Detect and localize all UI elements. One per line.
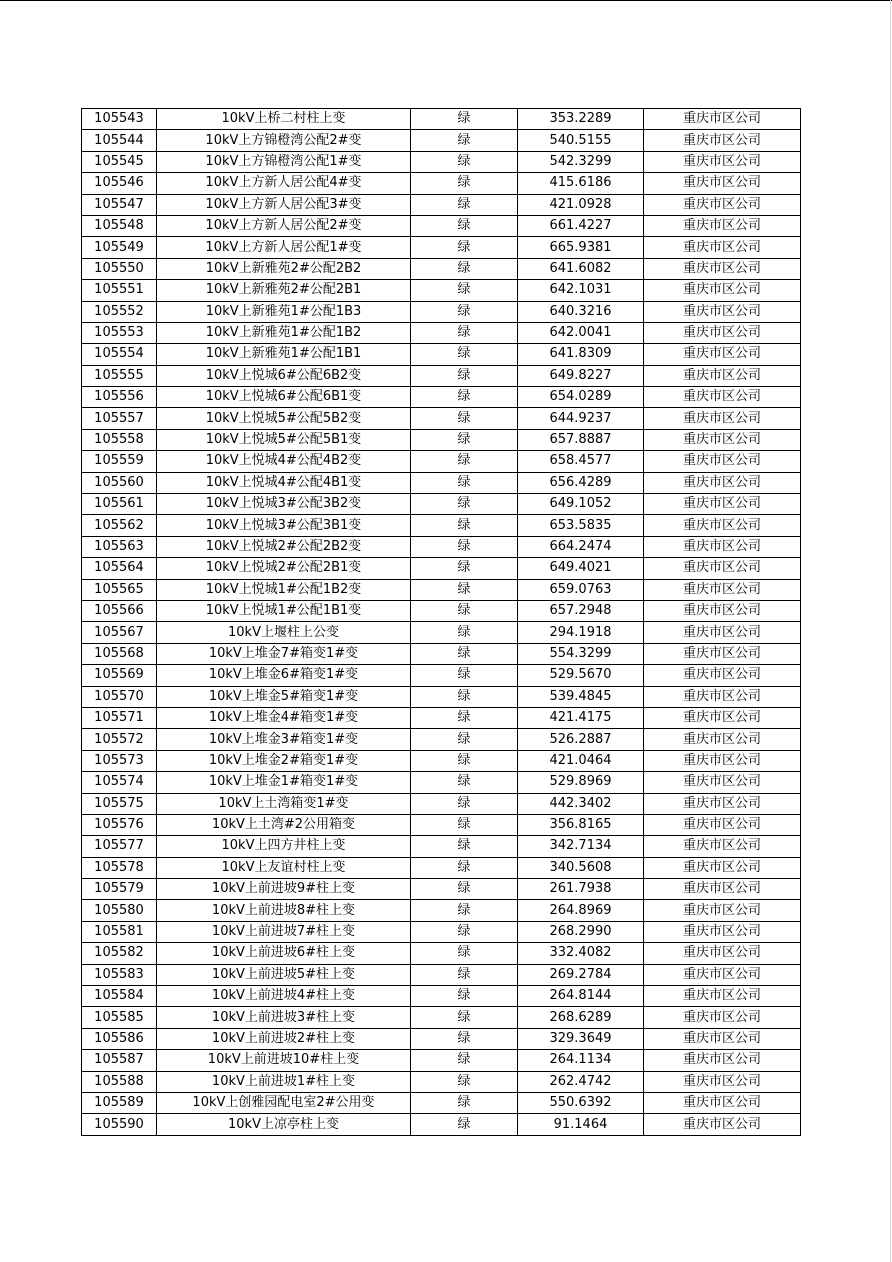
cell-unit: 重庆市区公司: [644, 215, 801, 236]
cell-name: 10kV上土湾箱变1#变: [157, 793, 411, 814]
cell-type: 绿: [411, 494, 518, 515]
cell-type: 绿: [411, 280, 518, 301]
cell-type: 绿: [411, 429, 518, 450]
cell-unit: 重庆市区公司: [644, 750, 801, 771]
cell-type: 绿: [411, 151, 518, 172]
cell-value: 268.6289: [518, 1007, 644, 1028]
table-row: [82, 900, 801, 921]
cell-name: 10kV上方新人居公配4#变: [157, 173, 411, 194]
cell-id: 105548: [82, 215, 157, 236]
cell-value: 264.8144: [518, 986, 644, 1007]
page-right-border: [890, 0, 891, 1262]
table-row: [82, 836, 801, 857]
table-row: [82, 558, 801, 579]
cell-type: 绿: [411, 1028, 518, 1049]
cell-name: 10kV上堆金6#箱变1#变: [157, 665, 411, 686]
cell-value: 539.4845: [518, 686, 644, 707]
cell-unit: 重庆市区公司: [644, 536, 801, 557]
cell-id: 105566: [82, 600, 157, 621]
data-table: [81, 108, 801, 1136]
table-row: [82, 943, 801, 964]
table-body: [82, 109, 801, 1136]
cell-value: 657.8887: [518, 429, 644, 450]
cell-id: 105573: [82, 750, 157, 771]
cell-type: 绿: [411, 772, 518, 793]
cell-type: 绿: [411, 1114, 518, 1135]
cell-type: 绿: [411, 964, 518, 985]
cell-type: 绿: [411, 173, 518, 194]
cell-unit: 重庆市区公司: [644, 365, 801, 386]
cell-unit: 重庆市区公司: [644, 1071, 801, 1092]
cell-value: 332.4082: [518, 943, 644, 964]
cell-name: 10kV上桥二村柱上变: [157, 109, 411, 130]
cell-type: 绿: [411, 109, 518, 130]
cell-type: 绿: [411, 986, 518, 1007]
cell-unit: 重庆市区公司: [644, 344, 801, 365]
cell-name: 10kV上前进坡8#柱上变: [157, 900, 411, 921]
cell-type: 绿: [411, 344, 518, 365]
cell-name: 10kV上前进坡1#柱上变: [157, 1071, 411, 1092]
cell-unit: 重庆市区公司: [644, 665, 801, 686]
cell-name: 10kV上堰柱上公变: [157, 622, 411, 643]
table-row: [82, 536, 801, 557]
table-row: [82, 986, 801, 1007]
cell-unit: 重庆市区公司: [644, 793, 801, 814]
cell-id: 105547: [82, 194, 157, 215]
cell-value: 264.8969: [518, 900, 644, 921]
cell-value: 421.4175: [518, 707, 644, 728]
table-row: [82, 1114, 801, 1135]
cell-name: 10kV上前进坡7#柱上变: [157, 921, 411, 942]
cell-name: 10kV上四方井柱上变: [157, 836, 411, 857]
table-row: [82, 622, 801, 643]
table-row: [82, 322, 801, 343]
cell-type: 绿: [411, 750, 518, 771]
cell-unit: 重庆市区公司: [644, 429, 801, 450]
cell-id: 105543: [82, 109, 157, 130]
cell-id: 105545: [82, 151, 157, 172]
table-row: [82, 921, 801, 942]
cell-type: 绿: [411, 322, 518, 343]
cell-id: 105569: [82, 665, 157, 686]
cell-value: 657.2948: [518, 600, 644, 621]
cell-type: 绿: [411, 857, 518, 878]
cell-id: 105574: [82, 772, 157, 793]
cell-type: 绿: [411, 365, 518, 386]
cell-id: 105587: [82, 1050, 157, 1071]
table-row: [82, 344, 801, 365]
table-row: [82, 237, 801, 258]
cell-value: 640.3216: [518, 301, 644, 322]
cell-type: 绿: [411, 579, 518, 600]
cell-name: 10kV上方锦橙湾公配2#变: [157, 130, 411, 151]
cell-id: 105577: [82, 836, 157, 857]
table-row: [82, 280, 801, 301]
cell-unit: 重庆市区公司: [644, 1114, 801, 1135]
cell-name: 10kV上方新人居公配3#变: [157, 194, 411, 215]
cell-name: 10kV上土湾#2公用箱变: [157, 814, 411, 835]
cell-id: 105584: [82, 986, 157, 1007]
cell-name: 10kV上前进坡6#柱上变: [157, 943, 411, 964]
cell-unit: 重庆市区公司: [644, 280, 801, 301]
cell-value: 554.3299: [518, 643, 644, 664]
cell-unit: 重庆市区公司: [644, 814, 801, 835]
cell-value: 649.1052: [518, 494, 644, 515]
cell-type: 绿: [411, 194, 518, 215]
table-row: [82, 130, 801, 151]
cell-id: 105576: [82, 814, 157, 835]
cell-type: 绿: [411, 921, 518, 942]
cell-unit: 重庆市区公司: [644, 387, 801, 408]
cell-type: 绿: [411, 793, 518, 814]
cell-id: 105565: [82, 579, 157, 600]
cell-value: 542.3299: [518, 151, 644, 172]
table-row: [82, 515, 801, 536]
cell-name: 10kV上悦城4#公配4B1变: [157, 472, 411, 493]
cell-unit: 重庆市区公司: [644, 515, 801, 536]
table-row: [82, 429, 801, 450]
table-row: [82, 194, 801, 215]
cell-name: 10kV上前进坡2#柱上变: [157, 1028, 411, 1049]
cell-unit: 重庆市区公司: [644, 451, 801, 472]
cell-value: 329.3649: [518, 1028, 644, 1049]
cell-unit: 重庆市区公司: [644, 1092, 801, 1113]
cell-value: 415.6186: [518, 173, 644, 194]
cell-unit: 重庆市区公司: [644, 686, 801, 707]
cell-unit: 重庆市区公司: [644, 109, 801, 130]
cell-name: 10kV上方锦橙湾公配1#变: [157, 151, 411, 172]
cell-name: 10kV上悦城1#公配1B2变: [157, 579, 411, 600]
cell-value: 529.5670: [518, 665, 644, 686]
cell-id: 105544: [82, 130, 157, 151]
cell-unit: 重庆市区公司: [644, 643, 801, 664]
cell-id: 105554: [82, 344, 157, 365]
cell-type: 绿: [411, 215, 518, 236]
cell-unit: 重庆市区公司: [644, 879, 801, 900]
cell-unit: 重庆市区公司: [644, 472, 801, 493]
cell-id: 105550: [82, 258, 157, 279]
cell-value: 342.7134: [518, 836, 644, 857]
cell-value: 658.4577: [518, 451, 644, 472]
cell-value: 262.4742: [518, 1071, 644, 1092]
table-row: [82, 494, 801, 515]
cell-name: 10kV上堆金1#箱变1#变: [157, 772, 411, 793]
cell-type: 绿: [411, 387, 518, 408]
cell-unit: 重庆市区公司: [644, 921, 801, 942]
cell-id: 105586: [82, 1028, 157, 1049]
cell-value: 653.5835: [518, 515, 644, 536]
cell-name: 10kV上新雅苑2#公配2B2: [157, 258, 411, 279]
cell-id: 105564: [82, 558, 157, 579]
cell-type: 绿: [411, 814, 518, 835]
table-row: [82, 879, 801, 900]
cell-name: 10kV上新雅苑2#公配2B1: [157, 280, 411, 301]
cell-value: 642.0041: [518, 322, 644, 343]
cell-value: 529.8969: [518, 772, 644, 793]
cell-type: 绿: [411, 301, 518, 322]
cell-unit: 重庆市区公司: [644, 301, 801, 322]
cell-name: 10kV上凉亭柱上变: [157, 1114, 411, 1135]
cell-name: 10kV上悦城2#公配2B1变: [157, 558, 411, 579]
cell-unit: 重庆市区公司: [644, 194, 801, 215]
table-row: [82, 1092, 801, 1113]
cell-unit: 重庆市区公司: [644, 322, 801, 343]
cell-type: 绿: [411, 729, 518, 750]
cell-name: 10kV上堆金3#箱变1#变: [157, 729, 411, 750]
table-row: [82, 109, 801, 130]
cell-id: 105560: [82, 472, 157, 493]
table-row: [82, 451, 801, 472]
cell-value: 264.1134: [518, 1050, 644, 1071]
cell-value: 442.3402: [518, 793, 644, 814]
cell-type: 绿: [411, 515, 518, 536]
cell-id: 105563: [82, 536, 157, 557]
cell-unit: 重庆市区公司: [644, 258, 801, 279]
cell-name: 10kV上悦城6#公配6B1变: [157, 387, 411, 408]
cell-value: 91.1464: [518, 1114, 644, 1135]
table-row: [82, 1071, 801, 1092]
cell-value: 649.8227: [518, 365, 644, 386]
table-row: [82, 793, 801, 814]
cell-type: 绿: [411, 622, 518, 643]
cell-type: 绿: [411, 900, 518, 921]
cell-value: 644.9237: [518, 408, 644, 429]
cell-value: 649.4021: [518, 558, 644, 579]
cell-value: 665.9381: [518, 237, 644, 258]
cell-id: 105562: [82, 515, 157, 536]
cell-value: 641.6082: [518, 258, 644, 279]
cell-name: 10kV上方新人居公配2#变: [157, 215, 411, 236]
cell-type: 绿: [411, 943, 518, 964]
cell-unit: 重庆市区公司: [644, 986, 801, 1007]
cell-id: 105552: [82, 301, 157, 322]
cell-unit: 重庆市区公司: [644, 408, 801, 429]
cell-value: 421.0464: [518, 750, 644, 771]
cell-type: 绿: [411, 558, 518, 579]
table-row: [82, 665, 801, 686]
cell-id: 105572: [82, 729, 157, 750]
cell-value: 641.8309: [518, 344, 644, 365]
cell-id: 105580: [82, 900, 157, 921]
cell-name: 10kV上方新人居公配1#变: [157, 237, 411, 258]
cell-type: 绿: [411, 836, 518, 857]
cell-unit: 重庆市区公司: [644, 943, 801, 964]
cell-value: 268.2990: [518, 921, 644, 942]
table-row: [82, 686, 801, 707]
cell-id: 105578: [82, 857, 157, 878]
cell-unit: 重庆市区公司: [644, 622, 801, 643]
cell-type: 绿: [411, 665, 518, 686]
table-row: [82, 408, 801, 429]
cell-unit: 重庆市区公司: [644, 772, 801, 793]
table-row: [82, 729, 801, 750]
cell-type: 绿: [411, 1007, 518, 1028]
cell-name: 10kV上友谊村柱上变: [157, 857, 411, 878]
table-row: [82, 772, 801, 793]
cell-id: 105551: [82, 280, 157, 301]
table-row: [82, 707, 801, 728]
cell-name: 10kV上前进坡10#柱上变: [157, 1050, 411, 1071]
cell-id: 105575: [82, 793, 157, 814]
cell-type: 绿: [411, 408, 518, 429]
cell-name: 10kV上悦城5#公配5B2变: [157, 408, 411, 429]
cell-id: 105570: [82, 686, 157, 707]
cell-unit: 重庆市区公司: [644, 729, 801, 750]
cell-id: 105553: [82, 322, 157, 343]
cell-unit: 重庆市区公司: [644, 173, 801, 194]
cell-value: 421.0928: [518, 194, 644, 215]
table-row: [82, 1007, 801, 1028]
cell-name: 10kV上悦城3#公配3B1变: [157, 515, 411, 536]
cell-unit: 重庆市区公司: [644, 1028, 801, 1049]
cell-unit: 重庆市区公司: [644, 1050, 801, 1071]
table-row: [82, 579, 801, 600]
cell-value: 659.0763: [518, 579, 644, 600]
table-row: [82, 301, 801, 322]
cell-type: 绿: [411, 536, 518, 557]
table-row: [82, 1028, 801, 1049]
cell-id: 105582: [82, 943, 157, 964]
cell-name: 10kV上前进坡4#柱上变: [157, 986, 411, 1007]
cell-value: 261.7938: [518, 879, 644, 900]
cell-name: 10kV上前进坡5#柱上变: [157, 964, 411, 985]
cell-id: 105571: [82, 707, 157, 728]
cell-name: 10kV上前进坡3#柱上变: [157, 1007, 411, 1028]
cell-id: 105558: [82, 429, 157, 450]
cell-name: 10kV上悦城4#公配4B2变: [157, 451, 411, 472]
cell-unit: 重庆市区公司: [644, 964, 801, 985]
table-row: [82, 365, 801, 386]
cell-type: 绿: [411, 600, 518, 621]
cell-name: 10kV上悦城3#公配3B2变: [157, 494, 411, 515]
cell-id: 105546: [82, 173, 157, 194]
cell-value: 550.6392: [518, 1092, 644, 1113]
cell-value: 269.2784: [518, 964, 644, 985]
cell-id: 105556: [82, 387, 157, 408]
cell-value: 294.1918: [518, 622, 644, 643]
cell-value: 540.5155: [518, 130, 644, 151]
cell-unit: 重庆市区公司: [644, 237, 801, 258]
cell-unit: 重庆市区公司: [644, 130, 801, 151]
cell-unit: 重庆市区公司: [644, 558, 801, 579]
cell-unit: 重庆市区公司: [644, 707, 801, 728]
cell-id: 105555: [82, 365, 157, 386]
cell-name: 10kV上堆金7#箱变1#变: [157, 643, 411, 664]
cell-id: 105559: [82, 451, 157, 472]
cell-name: 10kV上新雅苑1#公配1B3: [157, 301, 411, 322]
cell-type: 绿: [411, 258, 518, 279]
cell-type: 绿: [411, 686, 518, 707]
cell-id: 105549: [82, 237, 157, 258]
cell-type: 绿: [411, 451, 518, 472]
cell-value: 656.4289: [518, 472, 644, 493]
cell-id: 105567: [82, 622, 157, 643]
cell-id: 105561: [82, 494, 157, 515]
cell-unit: 重庆市区公司: [644, 579, 801, 600]
cell-name: 10kV上悦城1#公配1B1变: [157, 600, 411, 621]
cell-id: 105583: [82, 964, 157, 985]
cell-type: 绿: [411, 1071, 518, 1092]
cell-id: 105589: [82, 1092, 157, 1113]
cell-name: 10kV上新雅苑1#公配1B1: [157, 344, 411, 365]
cell-unit: 重庆市区公司: [644, 600, 801, 621]
table-row: [82, 151, 801, 172]
cell-value: 642.1031: [518, 280, 644, 301]
cell-name: 10kV上堆金2#箱变1#变: [157, 750, 411, 771]
cell-unit: 重庆市区公司: [644, 900, 801, 921]
cell-id: 105579: [82, 879, 157, 900]
cell-value: 664.2474: [518, 536, 644, 557]
table-row: [82, 857, 801, 878]
table-row: [82, 472, 801, 493]
cell-unit: 重庆市区公司: [644, 836, 801, 857]
table-row: [82, 387, 801, 408]
table-row: [82, 964, 801, 985]
cell-id: 105590: [82, 1114, 157, 1135]
cell-value: 340.5608: [518, 857, 644, 878]
cell-unit: 重庆市区公司: [644, 494, 801, 515]
cell-value: 661.4227: [518, 215, 644, 236]
table-row: [82, 215, 801, 236]
cell-value: 356.8165: [518, 814, 644, 835]
cell-name: 10kV上悦城2#公配2B2变: [157, 536, 411, 557]
cell-name: 10kV上堆金4#箱变1#变: [157, 707, 411, 728]
table-row: [82, 1050, 801, 1071]
cell-value: 526.2887: [518, 729, 644, 750]
cell-unit: 重庆市区公司: [644, 151, 801, 172]
cell-value: 353.2289: [518, 109, 644, 130]
cell-name: 10kV上堆金5#箱变1#变: [157, 686, 411, 707]
cell-id: 105585: [82, 1007, 157, 1028]
cell-id: 105581: [82, 921, 157, 942]
cell-type: 绿: [411, 130, 518, 151]
cell-unit: 重庆市区公司: [644, 857, 801, 878]
cell-type: 绿: [411, 1092, 518, 1113]
cell-name: 10kV上前进坡9#柱上变: [157, 879, 411, 900]
cell-type: 绿: [411, 472, 518, 493]
cell-name: 10kV上新雅苑1#公配1B2: [157, 322, 411, 343]
cell-type: 绿: [411, 643, 518, 664]
table-row: [82, 258, 801, 279]
cell-type: 绿: [411, 237, 518, 258]
cell-type: 绿: [411, 707, 518, 728]
cell-type: 绿: [411, 879, 518, 900]
table-row: [82, 643, 801, 664]
table-row: [82, 814, 801, 835]
cell-type: 绿: [411, 1050, 518, 1071]
cell-id: 105568: [82, 643, 157, 664]
table-row: [82, 600, 801, 621]
cell-unit: 重庆市区公司: [644, 1007, 801, 1028]
cell-value: 654.0289: [518, 387, 644, 408]
cell-name: 10kV上悦城6#公配6B2变: [157, 365, 411, 386]
cell-id: 105557: [82, 408, 157, 429]
cell-id: 105588: [82, 1071, 157, 1092]
cell-name: 10kV上创雅园配电室2#公用变: [157, 1092, 411, 1113]
table-row: [82, 173, 801, 194]
page-top-border: [0, 0, 892, 1]
cell-name: 10kV上悦城5#公配5B1变: [157, 429, 411, 450]
table-row: [82, 750, 801, 771]
